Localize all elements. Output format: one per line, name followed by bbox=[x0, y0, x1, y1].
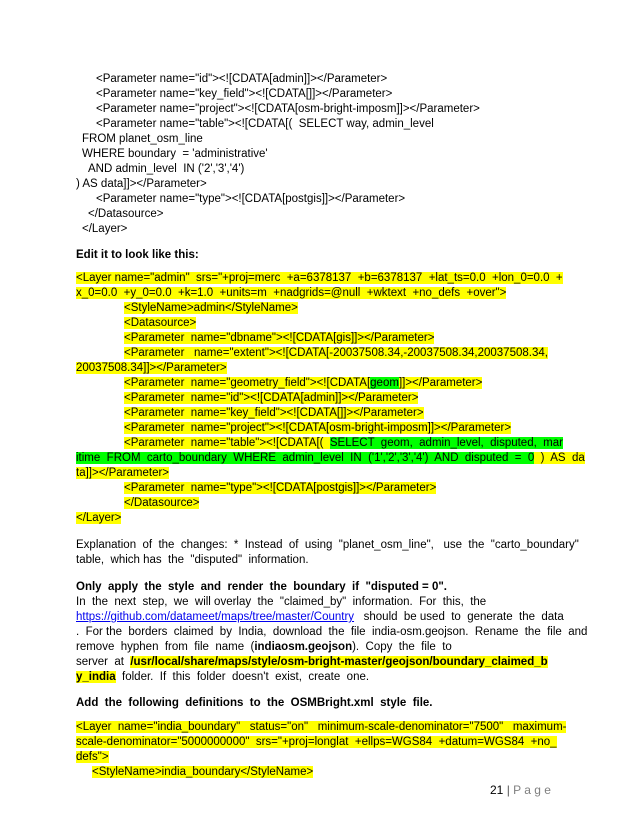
code-line: </Datasource> bbox=[88, 208, 164, 220]
section-heading: Only apply the style and render the boundary if "disputed = 0". bbox=[76, 581, 447, 593]
code-line: <Parameter name="key_field"><![CDATA[]]></Parameter> bbox=[124, 407, 424, 419]
paragraph-text: server at /usr/local/share/maps/style/osm-bright-master/geojson/boundary_claimed_b bbox=[76, 656, 548, 668]
paragraph-text: https://github.com/datameet/maps/tree/master/Country should be used to generate the data bbox=[76, 611, 564, 623]
server-path: /usr/local/share/maps/style/osm-bright-master/geojson/boundary_claimed_b bbox=[130, 656, 548, 668]
highlight-select: itime FROM carto_boundary WHERE admin_level IN ('1','2','3','4') AND disputed = 0 bbox=[76, 452, 535, 464]
paragraph-text: In the next step, we will overlay the "claimed_by" information. For this, the bbox=[76, 596, 487, 608]
code-line: 20037508.34]]></Parameter> bbox=[76, 362, 227, 374]
code-line: <Parameter name="type"><![CDATA[postgis]]></Parameter> bbox=[96, 193, 406, 205]
page-label: P a g e bbox=[513, 783, 551, 797]
explanation-text: Explanation of the changes: * Instead of using "planet_osm_line", use the "carto_boundary" bbox=[76, 539, 579, 551]
code-line: <StyleName>admin</StyleName> bbox=[124, 302, 298, 314]
code-line: ta]]></Parameter> bbox=[76, 467, 170, 479]
page-number: 21 bbox=[490, 783, 504, 797]
paragraph-text: remove hyphen from file name (indiaosm.geojson). Copy the file to bbox=[76, 641, 452, 653]
section-heading: Add the following definitions to the OSMBright.xml style file. bbox=[76, 697, 433, 709]
code-line: FROM planet_osm_line bbox=[82, 133, 203, 145]
code-line: <Parameter name="table"><![CDATA[( SELECT geom, admin_level, disputed, mar bbox=[124, 437, 563, 449]
code-line: </Datasource> bbox=[124, 497, 200, 509]
code-line: <Parameter name="id"><![CDATA[admin]]></Parameter> bbox=[96, 73, 388, 85]
paragraph-text: . For the borders claimed by India, download the file india-osm.geojson. Rename the file and bbox=[76, 626, 588, 638]
page-footer: 21 | P a g e bbox=[490, 783, 551, 797]
code-line: scale-denominator="5000000000" srs="+proj=longlat +ellps=WGS84 +datum=WGS84 +no_ bbox=[76, 736, 557, 748]
code-line: <Parameter name="table"><![CDATA[( SELECT way, admin_level bbox=[96, 118, 434, 130]
code-line: <Parameter name="key_field"><![CDATA[]]></Parameter> bbox=[96, 88, 393, 100]
code-line: </Layer> bbox=[82, 223, 128, 235]
explanation-text: table, which has the "disputed" information. bbox=[76, 554, 309, 566]
code-line: <Parameter name="geometry_field"><![CDATA[geom]]></Parameter> bbox=[124, 377, 483, 389]
code-line: ) AS data]]></Parameter> bbox=[76, 178, 207, 190]
code-line: <Datasource> bbox=[124, 317, 197, 329]
highlight-select: SELECT geom, admin_level, disputed, mar bbox=[329, 437, 563, 449]
code-line: <Parameter name="extent"><![CDATA[-20037508.34,-20037508.34,20037508.34, bbox=[124, 347, 548, 359]
code-line: defs"> bbox=[76, 751, 109, 763]
code-line: WHERE boundary = 'administrative' bbox=[82, 148, 268, 160]
code-line: <StyleName>india_boundary</StyleName> bbox=[92, 766, 314, 778]
code-line: AND admin_level IN ('2','3','4') bbox=[88, 163, 245, 175]
code-line: <Parameter name="dbname"><![CDATA[gis]]></Parameter> bbox=[124, 332, 435, 344]
highlight-geom: geom bbox=[370, 377, 399, 389]
paragraph-text: y_india folder. If this folder doesn't exist, create one. bbox=[76, 671, 370, 683]
code-line: <Parameter name="id"><![CDATA[admin]]></Parameter> bbox=[124, 392, 419, 404]
code-line: x_0=0.0 +y_0=0.0 +k=1.0 +units=m +nadgrids=@null +wktext +no_defs +over"> bbox=[76, 287, 507, 299]
code-line: </Layer> bbox=[76, 512, 122, 524]
github-link[interactable]: https://github.com/datameet/maps/tree/master/Country bbox=[76, 611, 355, 623]
code-line: itime FROM carto_boundary WHERE admin_level IN ('1','2','3','4') AND disputed = 0 ) AS da bbox=[76, 452, 585, 464]
code-line: <Parameter name="type"><![CDATA[postgis]]></Parameter> bbox=[124, 482, 437, 494]
code-line: <Parameter name="project"><![CDATA[osm-bright-imposm]]></Parameter> bbox=[124, 422, 512, 434]
code-line: <Parameter name="project"><![CDATA[osm-bright-imposm]]></Parameter> bbox=[96, 103, 480, 115]
code-line: <Layer name="admin" srs="+proj=merc +a=6378137 +b=6378137 +lat_ts=0.0 +lon_0=0.0 + bbox=[76, 272, 563, 284]
section-heading: Edit it to look like this: bbox=[76, 249, 199, 261]
server-path: y_india bbox=[76, 671, 116, 683]
code-line: <Layer name="india_boundary" status="on" minimum-scale-denominator="7500" maximum- bbox=[76, 721, 567, 733]
